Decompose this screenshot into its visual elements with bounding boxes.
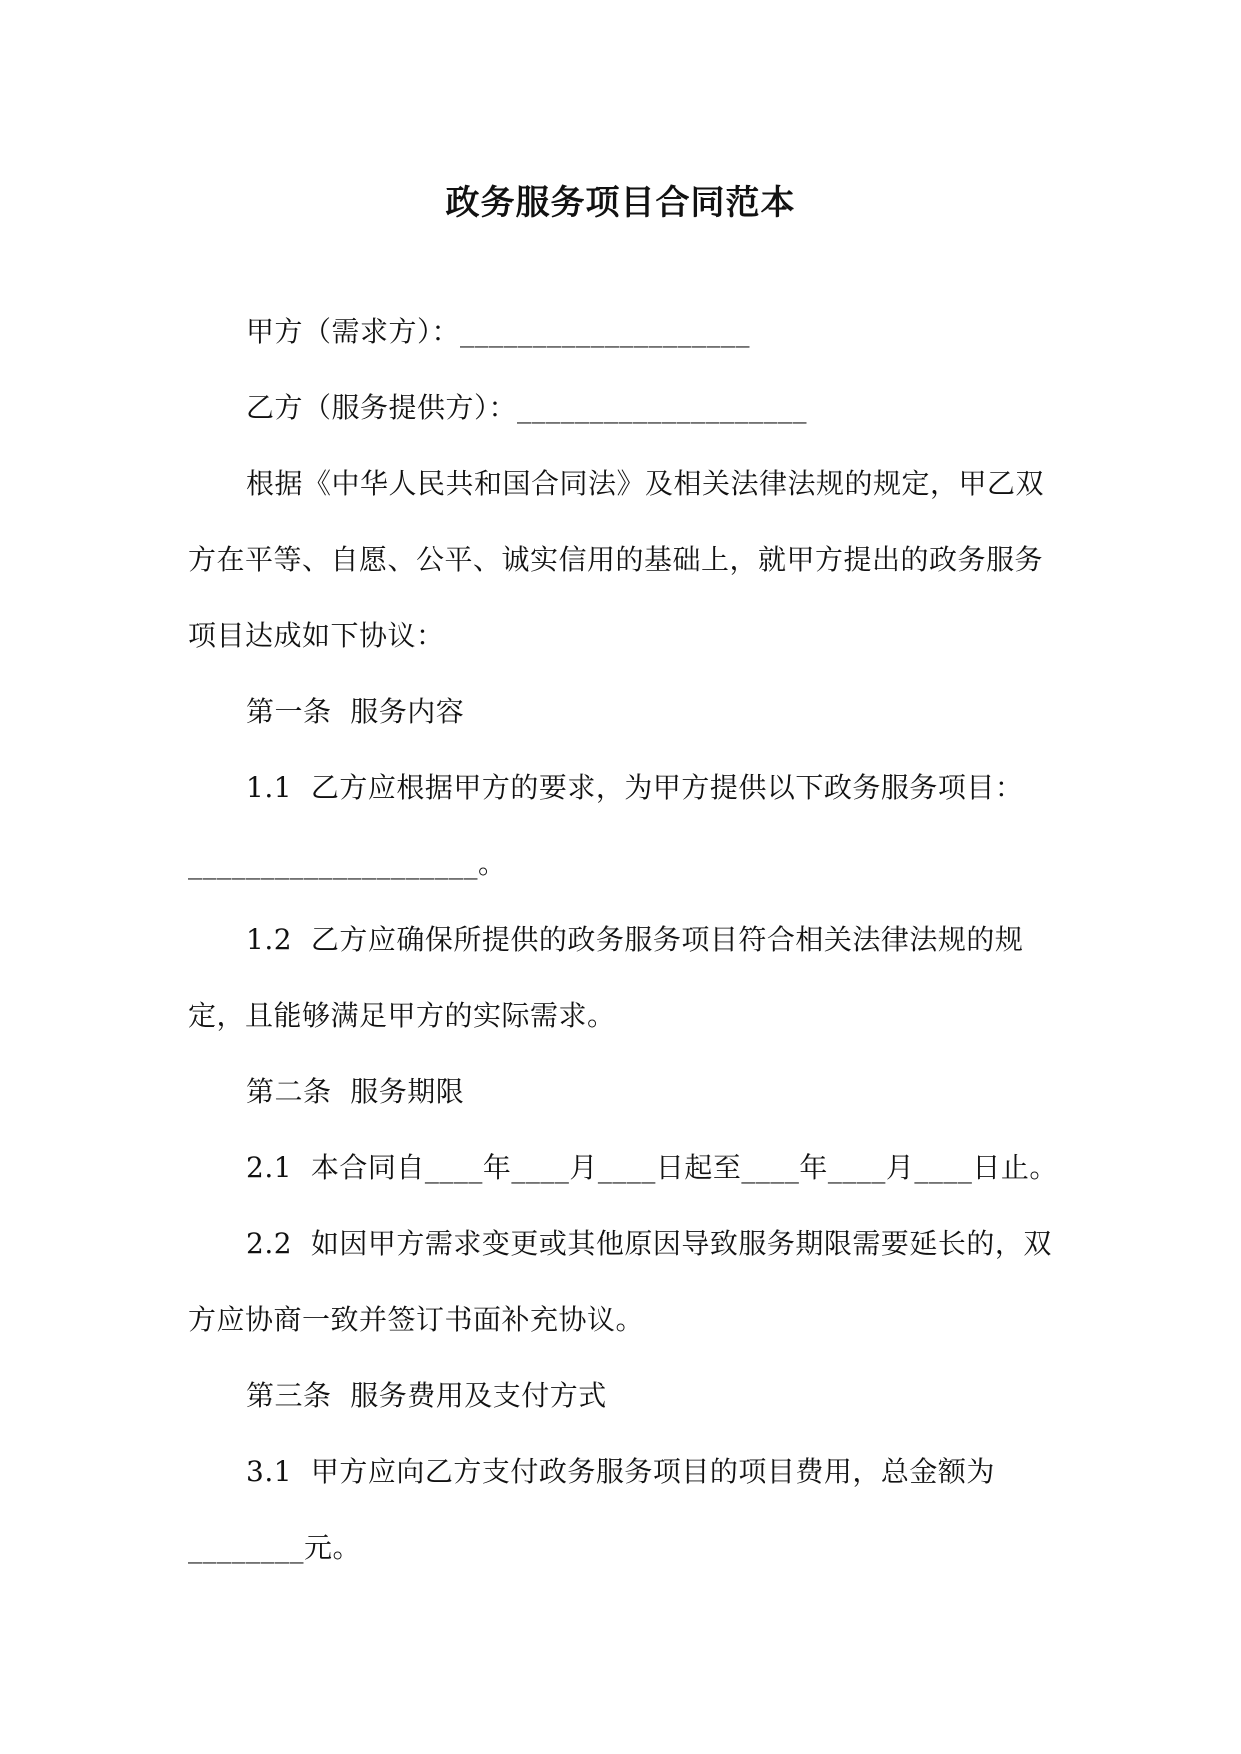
clause-1-1-line-1: 1.1 乙方应根据甲方的要求，为甲方提供以下政务服务项目：	[246, 771, 1024, 804]
party-a-line: 甲方（需求方）：____________________	[246, 315, 751, 348]
article-2-heading: 第二条 服务期限	[246, 1075, 465, 1108]
clause-3-1-line-1: 3.1 甲方应向乙方支付政务服务项目的项目费用，总金额为	[246, 1455, 995, 1488]
article-1-heading: 第一条 服务内容	[246, 695, 465, 728]
clause-1-1-line-2: ____________________。	[188, 847, 507, 880]
preamble-line-2: 方在平等、自愿、公平、诚实信用的基础上，就甲方提出的政务服务	[188, 543, 1044, 576]
party-b-line: 乙方（服务提供方）：____________________	[246, 391, 808, 424]
clause-2-2-line-1: 2.2 如因甲方需求变更或其他原因导致服务期限需要延长的，双	[246, 1227, 1052, 1260]
clause-2-1-line: 2.1 本合同自____年____月____日起至____年____月____日止。	[246, 1151, 1058, 1184]
document-title: 政务服务项目合同范本	[445, 183, 796, 223]
clause-1-2-line-2: 定，且能够满足甲方的实际需求。	[188, 999, 616, 1032]
clause-1-2-line-1: 1.2 乙方应确保所提供的政务服务项目符合相关法律法规的规	[246, 923, 1024, 956]
article-3-heading: 第三条 服务费用及支付方式	[246, 1379, 607, 1412]
preamble-line-3: 项目达成如下协议：	[188, 619, 445, 652]
clause-3-1-line-2: ________元。	[188, 1531, 362, 1564]
preamble-line-1: 根据《中华人民共和国合同法》及相关法律法规的规定，甲乙双	[246, 467, 1045, 500]
clause-2-2-line-2: 方应协商一致并签订书面补充协议。	[188, 1303, 645, 1336]
